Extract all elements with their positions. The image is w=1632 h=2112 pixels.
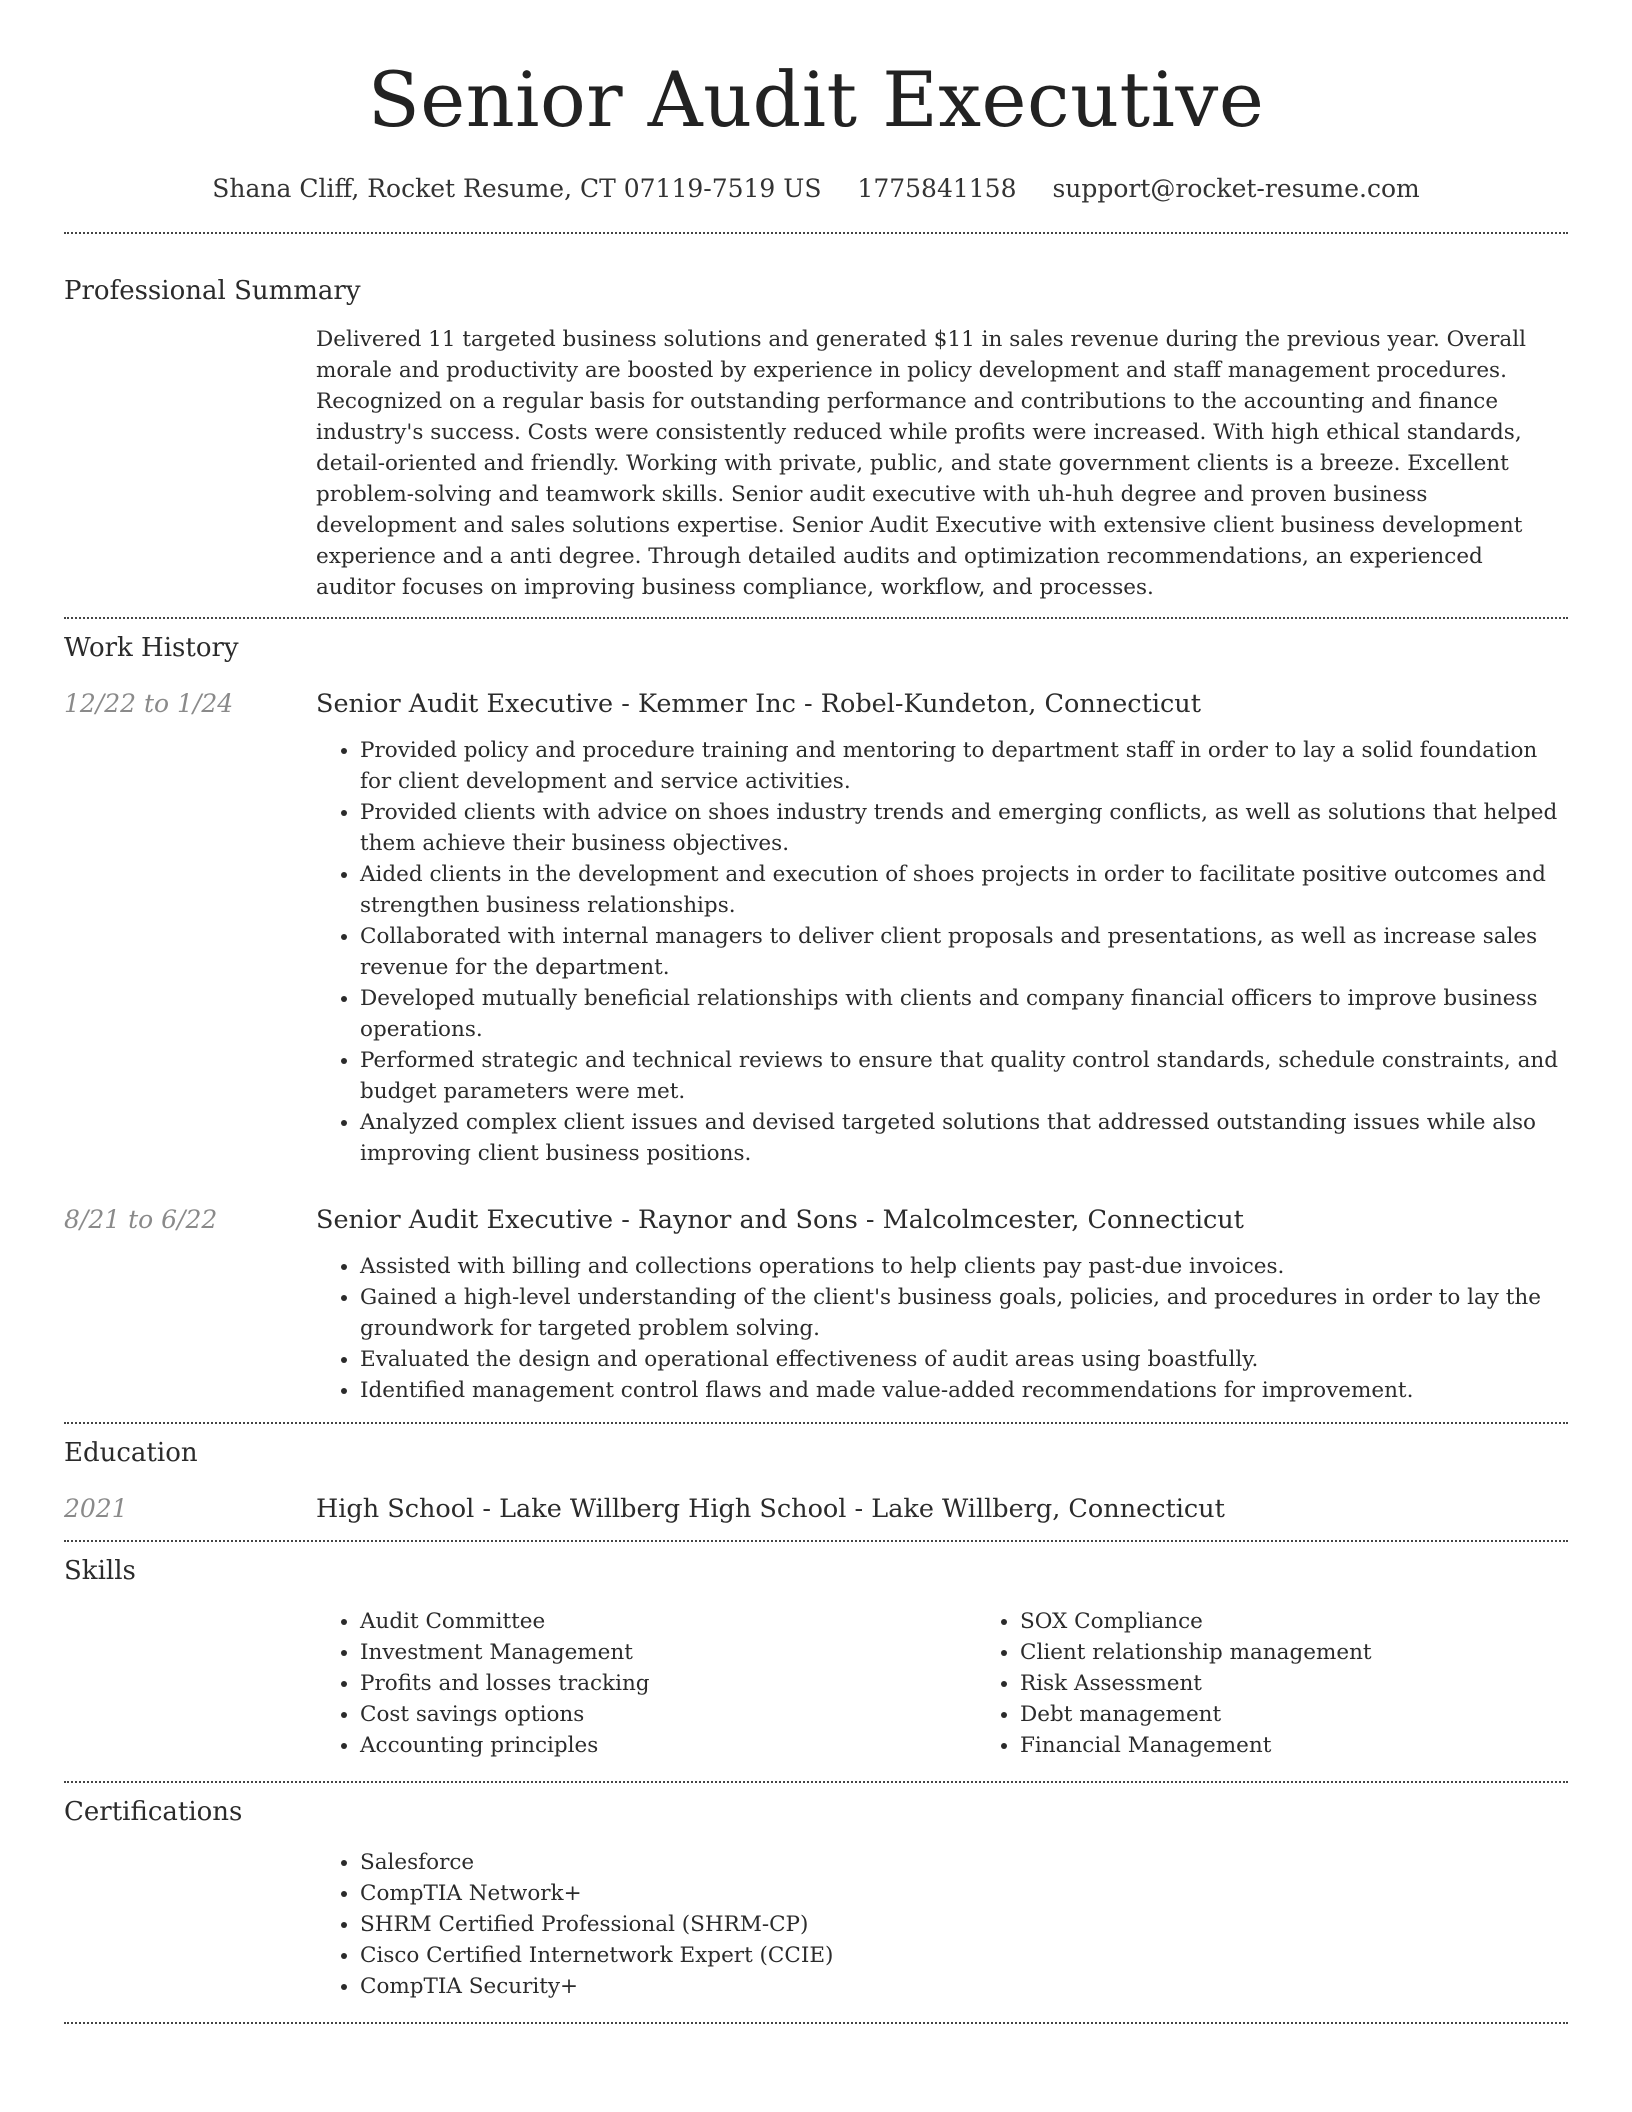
divider	[64, 617, 1568, 619]
contact-phone: 1775841158	[857, 174, 1017, 203]
divider	[64, 232, 1568, 234]
certifications-heading: Certifications	[64, 1797, 243, 1827]
skill-item: • Risk Assessment	[1020, 1668, 1632, 1699]
job-bullet: • Aided clients in the development and execution of shoes projects in order to facilitate positive outcomes and strengthen business relationships.	[360, 859, 1568, 921]
job-bullet: • Analyzed complex client issues and devised targeted solutions that addressed outstanding issues while also improving client business positions.	[360, 1107, 1568, 1169]
job-bullet: • Evaluated the design and operational effectiveness of audit areas using boastfully.	[360, 1344, 1568, 1375]
divider	[64, 1540, 1568, 1542]
summary-section	[64, 274, 1568, 603]
certification-item: • CompTIA Network+	[360, 1878, 1568, 1909]
job-title: Senior Audit Executive - Kemmer Inc - Robel-Kundeton, Connecticut	[316, 689, 1201, 719]
education-entry: High School - Lake Willberg High School - Lake Willberg, Connecticut	[316, 1494, 1225, 1524]
certifications-list	[316, 1847, 1568, 2002]
summary-text: Delivered 11 targeted business solutions and generated $11 in sales revenue during the previous year. Overall morale and productivity are boosted by experience in policy development and staff management procedures. Recognized on a regular basis for outstanding performance and contributions to the accounting and finance industry's success. Costs were consistently reduced while profits were increased. With high ethical standards, detail-oriented and friendly. Working with private, public, and state government clients is a breeze. Excellent problem-solving and teamwork skills. Senior audit executive with uh-huh degree and proven business development and sales solutions expertise. Senior Audit Executive with extensive client business development experience and a anti degree. Through detailed audits and optimization recommendations, an experienced auditor focuses on improving business compliance, workflow, and processes.	[316, 327, 1526, 600]
skills-list-left	[316, 1606, 976, 1761]
job-bullets	[316, 735, 1568, 1169]
skills-section	[64, 1554, 1568, 1761]
divider	[64, 1422, 1568, 1424]
job-dates: 8/21 to 6/22	[64, 1205, 218, 1234]
job-entry	[64, 687, 1568, 1169]
job-dates: 12/22 to 1/24	[64, 689, 234, 718]
divider	[64, 2022, 1568, 2024]
certification-item: • Salesforce	[360, 1847, 1568, 1878]
job-bullet: • Provided policy and procedure training and mentoring to department staff in order to lay a solid foundation for client development and service activities.	[360, 735, 1568, 797]
contact-line	[64, 172, 1568, 206]
job-bullet: • Provided clients with advice on shoes industry trends and emerging conflicts, as well as solutions that helped them achieve their business objectives.	[360, 797, 1568, 859]
contact-email: support@rocket-resume.com	[1052, 174, 1420, 203]
education-section	[64, 1436, 1568, 1526]
skill-item: • Financial Management	[1020, 1730, 1632, 1761]
skill-item: • Profits and losses tracking	[360, 1668, 976, 1699]
summary-heading: Professional Summary	[64, 276, 361, 306]
job-bullet: • Collaborated with internal managers to deliver client proposals and presentations, as well as increase sales revenue for the department.	[360, 921, 1568, 983]
certification-item: • Cisco Certified Internetwork Expert (CCIE)	[360, 1940, 1568, 1971]
certifications-section	[64, 1795, 1568, 2002]
work-history-section	[64, 631, 1568, 1406]
job-entry	[64, 1203, 1568, 1406]
skill-item: • Cost savings options	[360, 1699, 976, 1730]
resume-page	[64, 0, 1568, 2024]
education-year: 2021	[64, 1494, 128, 1523]
skill-item: • Accounting principles	[360, 1730, 976, 1761]
work-history-heading: Work History	[64, 633, 239, 663]
skill-item: • Audit Committee	[360, 1606, 976, 1637]
job-bullet: • Gained a high-level understanding of the client's business goals, policies, and procedures in order to lay the groundwork for targeted problem solving.	[360, 1282, 1568, 1344]
job-bullet: • Identified management control flaws and made value-added recommendations for improvement.	[360, 1375, 1568, 1406]
skills-list-right	[976, 1606, 1632, 1761]
job-bullet: • Performed strategic and technical reviews to ensure that quality control standards, schedule constraints, and budget parameters were met.	[360, 1045, 1568, 1107]
skills-heading: Skills	[64, 1556, 136, 1586]
certification-item: • SHRM Certified Professional (SHRM-CP)	[360, 1909, 1568, 1940]
contact-address: Shana Cliff, Rocket Resume, CT 07119-7519 US	[212, 174, 822, 203]
divider	[64, 1781, 1568, 1783]
certification-item: • CompTIA Security+	[360, 1971, 1568, 2002]
skill-item: • Investment Management	[360, 1637, 976, 1668]
job-bullet: • Developed mutually beneficial relationships with clients and company financial officers to improve business operations.	[360, 983, 1568, 1045]
education-heading: Education	[64, 1438, 198, 1468]
job-title: Senior Audit Executive - Raynor and Sons - Malcolmcester, Connecticut	[316, 1205, 1244, 1235]
job-bullet: • Assisted with billing and collections operations to help clients pay past-due invoices.	[360, 1251, 1568, 1282]
skill-item: • Debt management	[1020, 1699, 1632, 1730]
skill-item: • Client relationship management	[1020, 1637, 1632, 1668]
job-bullets	[316, 1251, 1568, 1406]
resume-title: Senior Audit Executive	[367, 55, 1265, 144]
skill-item: • SOX Compliance	[1020, 1606, 1632, 1637]
